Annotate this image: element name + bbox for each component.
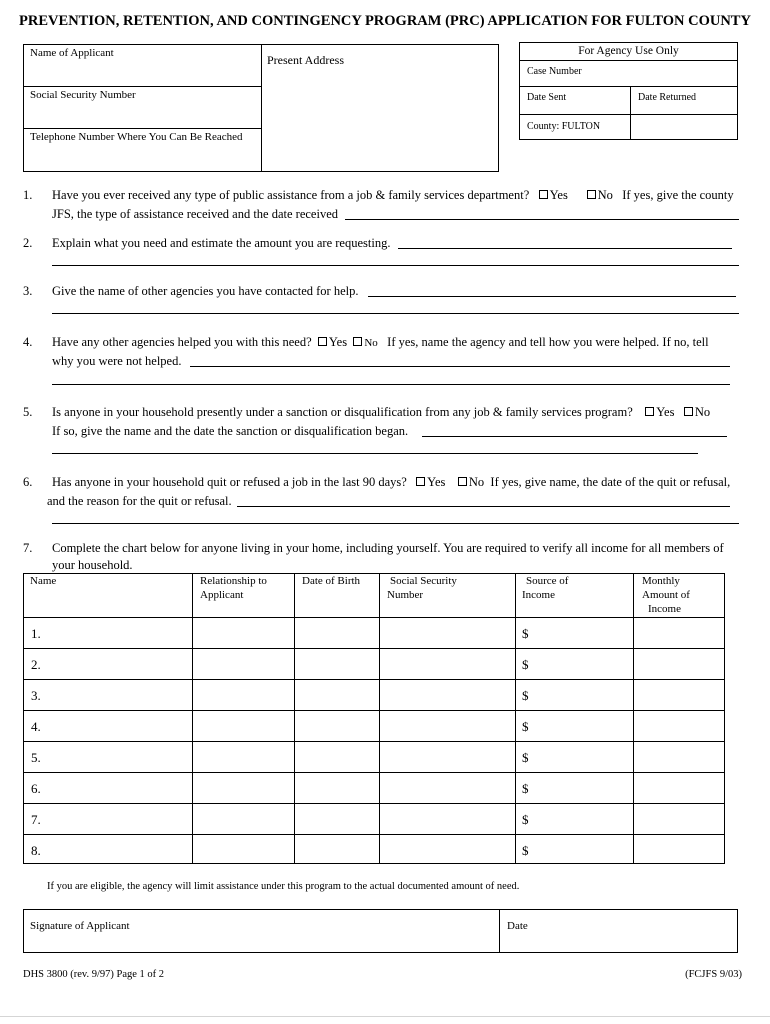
q4-answer-line-2[interactable] [52,384,730,385]
county-label: County: FULTON [527,121,601,132]
q1-no-checkbox[interactable] [587,190,596,199]
q6-answer-line[interactable] [237,506,730,507]
telephone-field[interactable] [24,146,260,171]
q4-answer-line[interactable] [190,366,730,367]
income-dollar-sign: $ [522,843,529,858]
q6-no-checkbox[interactable] [458,477,467,486]
q5-answer-line[interactable] [422,436,727,437]
q1-number: 1. [23,188,33,202]
q4-no-checkbox[interactable] [353,337,362,346]
q7-text-line2: your household. [52,558,133,572]
date-returned-label: Date Returned [638,92,697,103]
present-address-label: Present Address [267,53,344,67]
col-header-ssn: Social Security [390,575,457,587]
scan-edge-line [0,1016,770,1017]
q6-text: Has anyone in your household quit or refused a job in the last 90 days? Yes No If yes, give name, the date of the quit or refusal, [52,475,731,489]
q5-no-checkbox[interactable] [684,407,693,416]
q1-text-line2: JFS, the type of assistance received and the date received [52,207,338,221]
table-row-number: 4. [31,719,41,734]
q6-yes-checkbox[interactable] [416,477,425,486]
present-address-field[interactable] [262,70,498,171]
q2-answer-line-2[interactable] [52,265,739,266]
income-dollar-sign: $ [522,657,529,672]
q4-text: Have any other agencies helped you with this need? Yes No If yes, name the agency and tell how you were helped. If no, tell [52,335,709,349]
q1-answer-line[interactable] [345,219,739,220]
col-header-relationship-2: Applicant [200,589,244,601]
q3-text: Give the name of other agencies you have contacted for help. [52,284,359,298]
q5-number: 5. [23,405,33,419]
date-field[interactable] [500,935,737,952]
q4-text-line2: why you were not helped. [52,354,182,368]
table-row-number: 7. [31,812,41,827]
q6-number: 6. [23,475,33,489]
q5-answer-line-2[interactable] [52,453,698,454]
table-row-number: 6. [31,781,41,796]
q5-text-line2: If so, give the name and the date the sanction or disqualification began. [52,424,409,438]
col-header-dob: Date of Birth [302,575,361,587]
form-title: PREVENTION, RETENTION, AND CONTINGENCY PROGRAM (PRC) APPLICATION FOR FULTON COUNTY [19,13,751,29]
signature-field[interactable] [24,935,498,952]
q3-number: 3. [23,284,33,298]
name-of-applicant-label: Name of Applicant [30,47,114,59]
col-header-source: Source of [526,575,569,587]
q6-answer-line-2[interactable] [52,523,739,524]
q4-number: 4. [23,335,33,349]
telephone-label: Telephone Number Where You Can Be Reached [30,131,243,143]
date-sent-label: Date Sent [527,92,567,103]
q7-number: 7. [23,541,33,555]
col-header-monthly: Monthly [642,575,680,587]
q3-answer-line[interactable] [368,296,736,297]
col-header-source-2: Income [522,589,555,601]
case-number-label: Case Number [527,66,582,77]
col-header-name: Name [30,575,57,587]
eligibility-note: If you are eligible, the agency will limit assistance under this program to the actual documented amount of need. [47,881,520,892]
date-label: Date [507,920,528,932]
q6-text-line2: and the reason for the quit or refusal. [47,494,232,508]
income-dollar-sign: $ [522,688,529,703]
table-row-number: 1. [31,626,41,641]
q2-number: 2. [23,236,33,250]
q1-yes-checkbox[interactable] [539,190,548,199]
q4-yes-checkbox[interactable] [318,337,327,346]
income-dollar-sign: $ [522,719,529,734]
q2-answer-line[interactable] [398,248,732,249]
income-dollar-sign: $ [522,812,529,827]
q2-text: Explain what you need and estimate the amount you are requesting. [52,236,391,250]
col-header-monthly-2: Amount of [642,589,690,601]
income-dollar-sign: $ [522,626,529,641]
ssn-label: Social Security Number [30,89,136,101]
income-dollar-sign: $ [522,781,529,796]
name-of-applicant-field[interactable] [24,62,260,85]
table-row-number: 8. [31,843,41,858]
income-dollar-sign: $ [522,750,529,765]
signature-label: Signature of Applicant [30,920,130,932]
ssn-field[interactable] [24,104,260,127]
q5-yes-checkbox[interactable] [645,407,654,416]
footer-revision: (FCJFS 9/03) [685,969,742,980]
table-row-number: 5. [31,750,41,765]
col-header-ssn-2: Number [387,589,424,601]
col-header-relationship: Relationship to [200,575,267,587]
col-header-monthly-3: Income [648,603,681,615]
q3-answer-line-2[interactable] [52,313,739,314]
footer-form-id: DHS 3800 (rev. 9/97) Page 1 of 2 [23,969,165,980]
table-row-number: 3. [31,688,41,703]
q5-text: Is anyone in your household presently under a sanction or disqualification from any job & family services program? Yes No [52,405,711,419]
q1-text: Have you ever received any type of public assistance from a job & family services department? Yes No If yes, give the county [52,188,734,202]
table-row-number: 2. [31,657,41,672]
agency-use-header: For Agency Use Only [578,45,679,57]
q7-text: Complete the chart below for anyone living in your home, including yourself. You are required to verify all income for all members of [52,541,724,555]
